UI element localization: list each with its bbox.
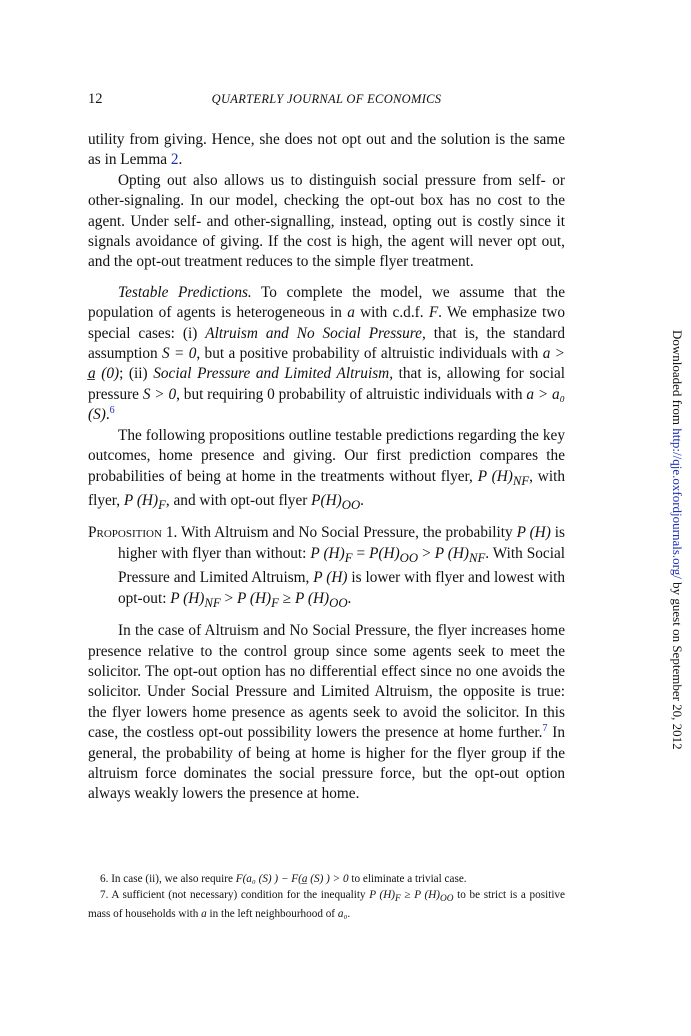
download-notice — [669, 330, 685, 750]
text-run: 6. In case (ii), we also require — [100, 873, 236, 885]
running-header — [88, 91, 565, 109]
math-expr: P (H) — [434, 544, 469, 562]
text-run: . — [105, 406, 110, 424]
math-expr: P (H) — [477, 467, 513, 485]
math-var: F — [428, 304, 439, 322]
page-number: 12 — [88, 91, 103, 107]
proposition-label: Proposition 1. — [88, 524, 178, 542]
math-sub: OO — [341, 498, 361, 512]
math-expr: a₀ — [337, 908, 348, 921]
section-title: Testable Predictions. — [118, 283, 252, 301]
math-expr: S > 0 — [142, 385, 177, 403]
text-run: in the left neighbourhood of — [206, 908, 338, 921]
text-run: is lower with flyer and lowest with opt-out: — [118, 569, 565, 607]
case-label: Social Pressure and Limited Altruism, — [153, 365, 394, 383]
text-run: 7. A sufficient (not necessary) condition for the inequality — [100, 888, 370, 901]
math-sub: OO — [399, 550, 419, 565]
paragraph-discussion — [88, 621, 565, 805]
text-run: . We emphasize two special cases: (i) — [88, 304, 565, 342]
proposition-1 — [88, 523, 565, 613]
footnote-6-link[interactable]: 6 — [109, 405, 115, 417]
math-expr: P (H) — [236, 589, 272, 607]
paragraph-testable-predictions — [88, 283, 565, 426]
math-var: a — [347, 304, 355, 322]
text-run: . — [347, 908, 351, 921]
text-run: , but requiring 0 probability of altruistic individuals with — [176, 385, 527, 403]
math-sub: F — [395, 893, 401, 904]
journal-title: QUARTERLY JOURNAL OF ECONOMICS — [211, 92, 442, 106]
math-expr: P(H) — [369, 544, 400, 562]
math-op: = — [352, 544, 370, 562]
math-sub: F — [344, 550, 353, 565]
main-text — [88, 130, 565, 805]
text-run: , and with opt-out flyer — [165, 491, 312, 509]
text-run: Downloaded from — [670, 330, 685, 429]
math-expr: a > a₀ (S) — [88, 385, 565, 424]
math-expr: P (H) — [414, 888, 441, 901]
text-run: With Altruism and No Social Pressure, the probability — [177, 524, 517, 542]
text-run: . With Social Pressure and Limited Altruism, — [118, 544, 565, 587]
text-run: that is, the standard assumption — [88, 324, 565, 363]
math-expr: P (H) — [310, 544, 345, 562]
math-expr: P (H) — [294, 589, 330, 607]
footnote-6 — [88, 872, 565, 888]
text-run: . — [178, 151, 183, 169]
text-run: In general, the probability of being at home is higher for the flyer group if the altruism force dominates the social pressure force, but the opt-out option always weakly lowers the presence at home. — [88, 724, 565, 803]
math-expr: F(a₀ (S) ) − F(a̲ (S) ) > 0 — [235, 873, 349, 885]
text-run: , but a positive probability of altruistic individuals with — [196, 345, 543, 363]
math-expr: S = 0 — [162, 345, 197, 363]
math-expr: P(H) — [311, 491, 342, 509]
math-sub: NF — [468, 550, 486, 565]
lemma-reference-link[interactable]: 2 — [170, 151, 179, 169]
text-run: utility from giving. Hence, she does not opt out and the solution is the same as in Lemma — [88, 131, 565, 169]
text-run: is higher with flyer than without: — [118, 524, 565, 562]
math-sub: OO — [329, 595, 348, 610]
math-expr: P (H) — [170, 589, 205, 607]
math-expr: P (H) — [516, 524, 551, 542]
math-sub: F — [271, 595, 279, 610]
math-var: a — [201, 908, 207, 921]
paragraph-1 — [88, 130, 565, 171]
journal-url-link[interactable]: http://qje.oxfordjournals.org/ — [670, 428, 685, 579]
math-op: > — [220, 589, 237, 607]
text-run: . — [360, 491, 364, 509]
text-run: In the case of Altruism and No Social Pressure, the flyer increases home presence relative to the control group since some agents seek to meet the solicitor. The opt-out option has no differential effect since no one avoids the solicitor. Under Social Pressure and Limited Altruism, the opposite is true: the flyer lowers home presence as agents seek to avoid the solicitor. In this case, the costless opt-out possibility lowers the presence at home further. — [88, 622, 565, 742]
math-sub: NF — [512, 473, 530, 488]
text-run: The following propositions outline testable predictions regarding the key outcomes, home presence and giving. Our first prediction compares the probabilities of being at home in the treatments without flyer, — [88, 426, 565, 485]
math-expr: P (H) — [123, 491, 159, 509]
case-label: Altruism and No Social Pressure, — [205, 324, 426, 342]
math-expr: P (H) — [369, 888, 396, 901]
math-sub: F — [158, 498, 166, 512]
footnote-7 — [88, 888, 565, 923]
math-expr: a > a̲ (0) — [88, 345, 566, 383]
footnotes — [88, 872, 565, 923]
math-sub: NF — [204, 595, 221, 610]
math-op: ≥ — [278, 589, 295, 607]
footnote-7-link[interactable]: 7 — [542, 723, 548, 735]
paragraph-2: Opting out also allows us to distinguish social pressure from self- or other-signaling. In our model, checking the opt-out box has no cost to the agent. Under self- and other-signalling, instead, opting out is costly since it signals avoidance of giving. If the cost is high, the agent will never opt out, and the opt-out treatment reduces to the simple flyer treatment. — [88, 171, 565, 271]
math-op: ≥ — [400, 888, 415, 901]
math-op: > — [418, 544, 435, 562]
text-run: to be strict is a positive mass of households with — [88, 888, 565, 921]
math-sub: OO — [440, 893, 454, 904]
text-run: . — [347, 589, 352, 607]
text-run: to eliminate a trivial case. — [348, 873, 467, 885]
text-run: with c.d.f. — [354, 304, 429, 322]
text-run: that is, allowing for social pressure — [88, 365, 566, 403]
text-run: by guest on September 20, 2012 — [670, 578, 685, 750]
text-run: ; (ii) — [119, 365, 154, 383]
math-expr: P (H) — [313, 569, 348, 587]
text-run: , with flyer, — [88, 467, 565, 509]
text-run: To complete the model, we assume that the population of agents is heterogeneous in — [88, 283, 565, 322]
paragraph-propositions-intro — [88, 426, 565, 516]
